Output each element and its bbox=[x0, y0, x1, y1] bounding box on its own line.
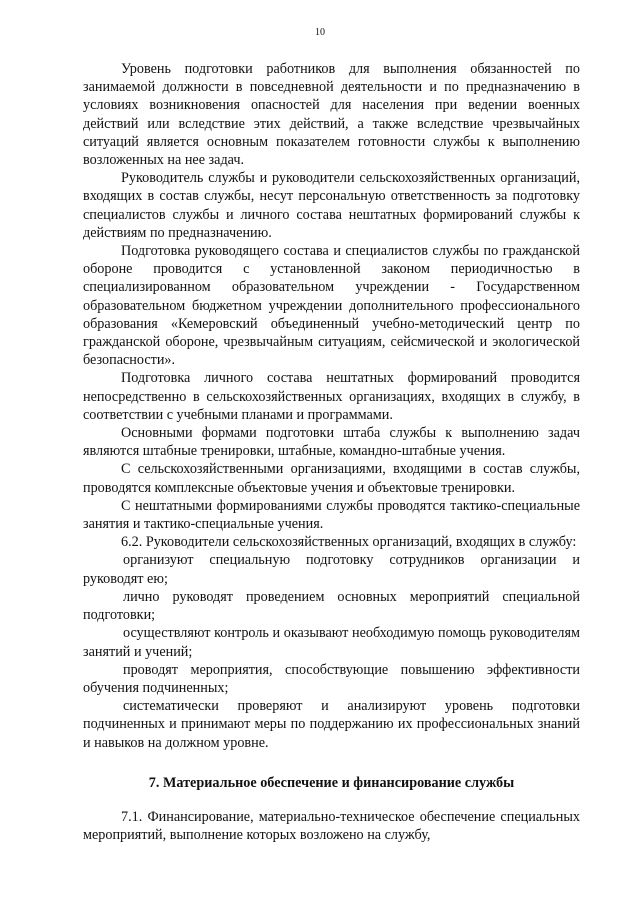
list-item-lead: лично руководят проведением основных мероприятий специальной подготовки; bbox=[83, 588, 580, 624]
paragraph-clause-7-1: 7.1. Финансирование, материально-техническое обеспечение специальных мероприятий, выполнение которых возложено на службу, bbox=[83, 808, 580, 844]
list-item-organize: организуют специальную подготовку сотрудников организации и руководят ею; bbox=[83, 552, 580, 587]
list-item-control: осуществляют контроль и оказывают необходимую помощь руководителям занятий и учений; bbox=[83, 625, 580, 660]
paragraph-training-forms: Основными формами подготовки штаба службы к выполнению задач являются штабные тренировки, штабные, командно-штабные учения. bbox=[83, 425, 580, 460]
paragraph-object-exercises: С сельскохозяйственными организациями, входящими в состав службы, проводятся комплексные объектовые учения и объектовые тренировки. bbox=[83, 461, 580, 496]
list-item-efficiency: проводят мероприятия, способствующие повышению эффективности обучения подчиненных; bbox=[83, 661, 580, 696]
list-item-check: систематически проверяют и анализируют уровень подготовки подчиненных и принимают меры по поддержанию их профессиональных знаний и навыков на должном уровне. bbox=[83, 698, 580, 751]
paragraph-tactical-exercises: С нештатными формированиями службы проводятся тактико-специальные занятия и тактико-специальные учения. bbox=[83, 497, 580, 533]
paragraph-responsibility: Руководитель службы и руководители сельскохозяйственных организаций, входящих в состав службы, несут персональную ответственность за подготовку специалистов службы и личного состава нештатных формирований службы к действиям по предназначению. bbox=[83, 170, 580, 241]
paragraph-training-level: Уровень подготовки работников для выполнения обязанностей по занимаемой должности в повседневной деятельности и по предназначению в условиях возникновения опасностей для населения при ведении военных действий или вследствие этих действий, а также вследствие чрезвычайных ситуаций является основным показателем готовности службы к выполнению возложенных на нее задач. bbox=[83, 61, 580, 169]
section-heading: 7. Материальное обеспечение и финансирование службы bbox=[148, 774, 515, 791]
document-body bbox=[83, 60, 580, 844]
paragraph-leadership-training: Подготовка руководящего состава и специалистов службы по гражданской обороне проводится с установленной законом периодичностью в специализированном образовательном учреждении - Государственном образовательном бюджетном учреждении дополнительного профессионального образования «Кемеровский объединенный учебно-методический центр по гражданской обороне, чрезвычайным ситуациям, сейсмической и экологической безопасности». bbox=[83, 243, 580, 369]
paragraph-staff-training: Подготовка личного состава нештатных формирований проводится непосредственно в сельскохозяйственных организациях, входящих в службу, в соответствии с учебными планами и программами. bbox=[83, 370, 580, 423]
paragraph-clause-6-2: 6.2. Руководители сельскохозяйственных организаций, входящих в службу: bbox=[121, 534, 577, 551]
page-number: 10 bbox=[315, 27, 325, 38]
